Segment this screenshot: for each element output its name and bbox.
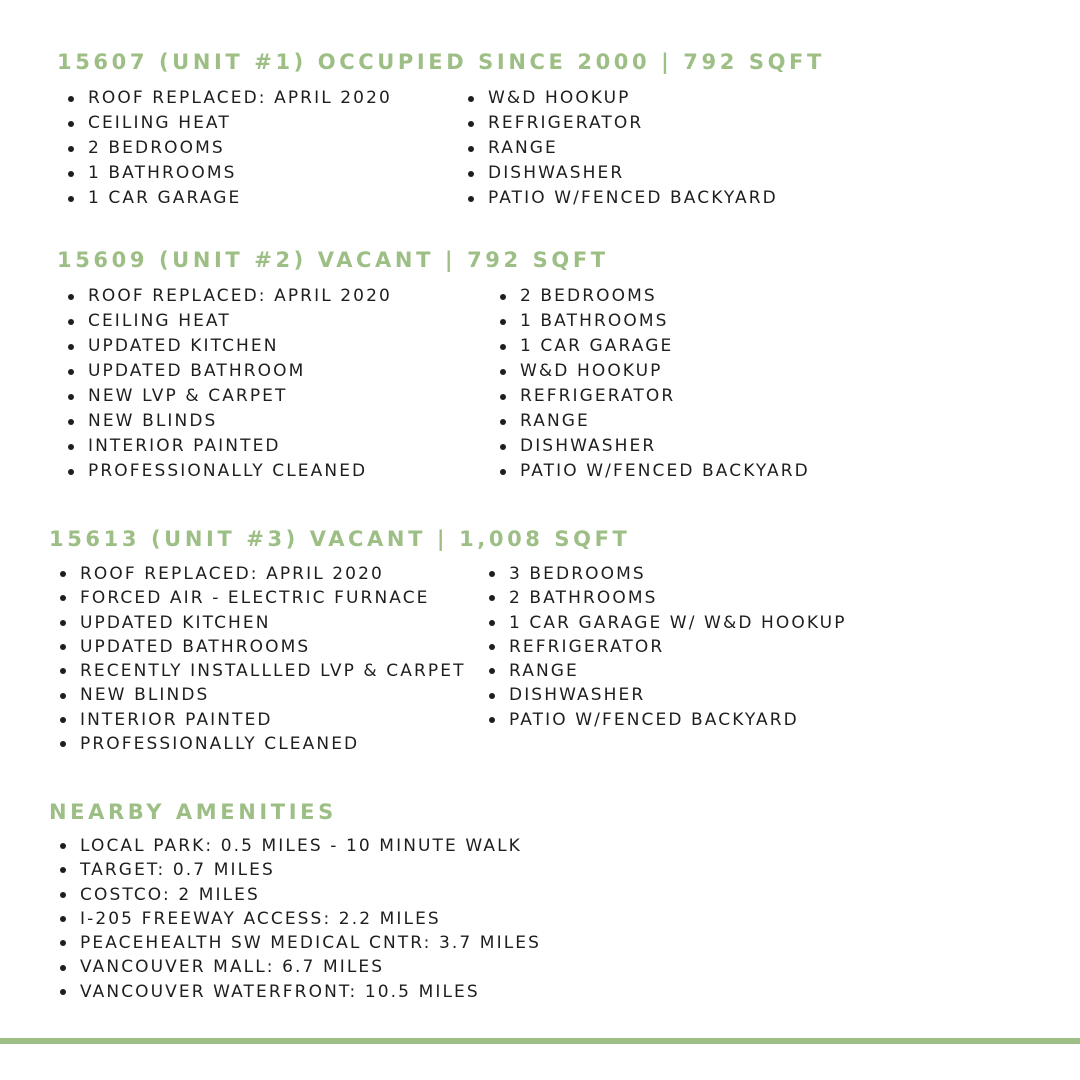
unit2-features-right: [498, 284, 810, 484]
list-item: NEW LVP & CARPET: [66, 384, 392, 409]
list-item: DISHWASHER: [487, 683, 847, 707]
unit3-features-left: [58, 562, 466, 756]
list-item: 3 BEDROOMS: [487, 562, 847, 586]
list-item: 1 BATHROOMS: [498, 309, 810, 334]
list-item: 1 CAR GARAGE: [66, 186, 392, 211]
list-item: DISHWASHER: [498, 434, 810, 459]
list-item: UPDATED KITCHEN: [58, 611, 466, 635]
amenities-list: [58, 834, 541, 1004]
list-item: 2 BATHROOMS: [487, 586, 847, 610]
list-item: 1 BATHROOMS: [66, 161, 392, 186]
list-item: ROOF REPLACED: APRIL 2020: [66, 284, 392, 309]
list-item: I-205 FREEWAY ACCESS: 2.2 MILES: [58, 907, 541, 931]
list-item: W&D HOOKUP: [498, 359, 810, 384]
list-item: 1 CAR GARAGE W/ W&D HOOKUP: [487, 611, 847, 635]
list-item: DISHWASHER: [466, 161, 778, 186]
unit1-features-left: [66, 86, 392, 211]
list-item: RANGE: [466, 136, 778, 161]
list-item: CEILING HEAT: [66, 111, 392, 136]
list-item: UPDATED KITCHEN: [66, 334, 392, 359]
list-item: FORCED AIR - ELECTRIC FURNACE: [58, 586, 466, 610]
list-item: W&D HOOKUP: [466, 86, 778, 111]
list-item: PATIO W/FENCED BACKYARD: [466, 186, 778, 211]
list-item: UPDATED BATHROOM: [66, 359, 392, 384]
unit3-features-right: [487, 562, 847, 732]
unit2-heading: 15609 (UNIT #2) VACANT | 792 SQFT: [57, 248, 609, 272]
list-item: PROFESSIONALLY CLEANED: [66, 459, 392, 484]
list-item: UPDATED BATHROOMS: [58, 635, 466, 659]
list-item: PROFESSIONALLY CLEANED: [58, 732, 466, 756]
unit3-heading: 15613 (UNIT #3) VACANT | 1,008 SQFT: [49, 527, 631, 551]
list-item: 2 BEDROOMS: [498, 284, 810, 309]
list-item: INTERIOR PAINTED: [58, 708, 466, 732]
list-item: REFRIGERATOR: [498, 384, 810, 409]
list-item: NEW BLINDS: [66, 409, 392, 434]
list-item: RANGE: [498, 409, 810, 434]
list-item: TARGET: 0.7 MILES: [58, 858, 541, 882]
list-item: NEW BLINDS: [58, 683, 466, 707]
list-item: COSTCO: 2 MILES: [58, 883, 541, 907]
list-item: RANGE: [487, 659, 847, 683]
list-item: PEACEHEALTH SW MEDICAL CNTR: 3.7 MILES: [58, 931, 541, 955]
unit1-features-right: [466, 86, 778, 211]
list-item: PATIO W/FENCED BACKYARD: [487, 708, 847, 732]
unit1-heading: 15607 (UNIT #1) OCCUPIED SINCE 2000 | 792 SQFT: [57, 50, 825, 74]
list-item: PATIO W/FENCED BACKYARD: [498, 459, 810, 484]
amenities-heading: NEARBY AMENITIES: [49, 800, 337, 824]
list-item: LOCAL PARK: 0.5 MILES - 10 MINUTE WALK: [58, 834, 541, 858]
list-item: INTERIOR PAINTED: [66, 434, 392, 459]
list-item: CEILING HEAT: [66, 309, 392, 334]
list-item: VANCOUVER MALL: 6.7 MILES: [58, 955, 541, 979]
list-item: 1 CAR GARAGE: [498, 334, 810, 359]
unit2-features-left: [66, 284, 392, 484]
list-item: REFRIGERATOR: [487, 635, 847, 659]
list-item: ROOF REPLACED: APRIL 2020: [66, 86, 392, 111]
list-item: VANCOUVER WATERFRONT: 10.5 MILES: [58, 980, 541, 1004]
list-item: RECENTLY INSTALLLED LVP & CARPET: [58, 659, 466, 683]
list-item: REFRIGERATOR: [466, 111, 778, 136]
list-item: ROOF REPLACED: APRIL 2020: [58, 562, 466, 586]
list-item: 2 BEDROOMS: [66, 136, 392, 161]
bottom-divider: [0, 1038, 1080, 1044]
